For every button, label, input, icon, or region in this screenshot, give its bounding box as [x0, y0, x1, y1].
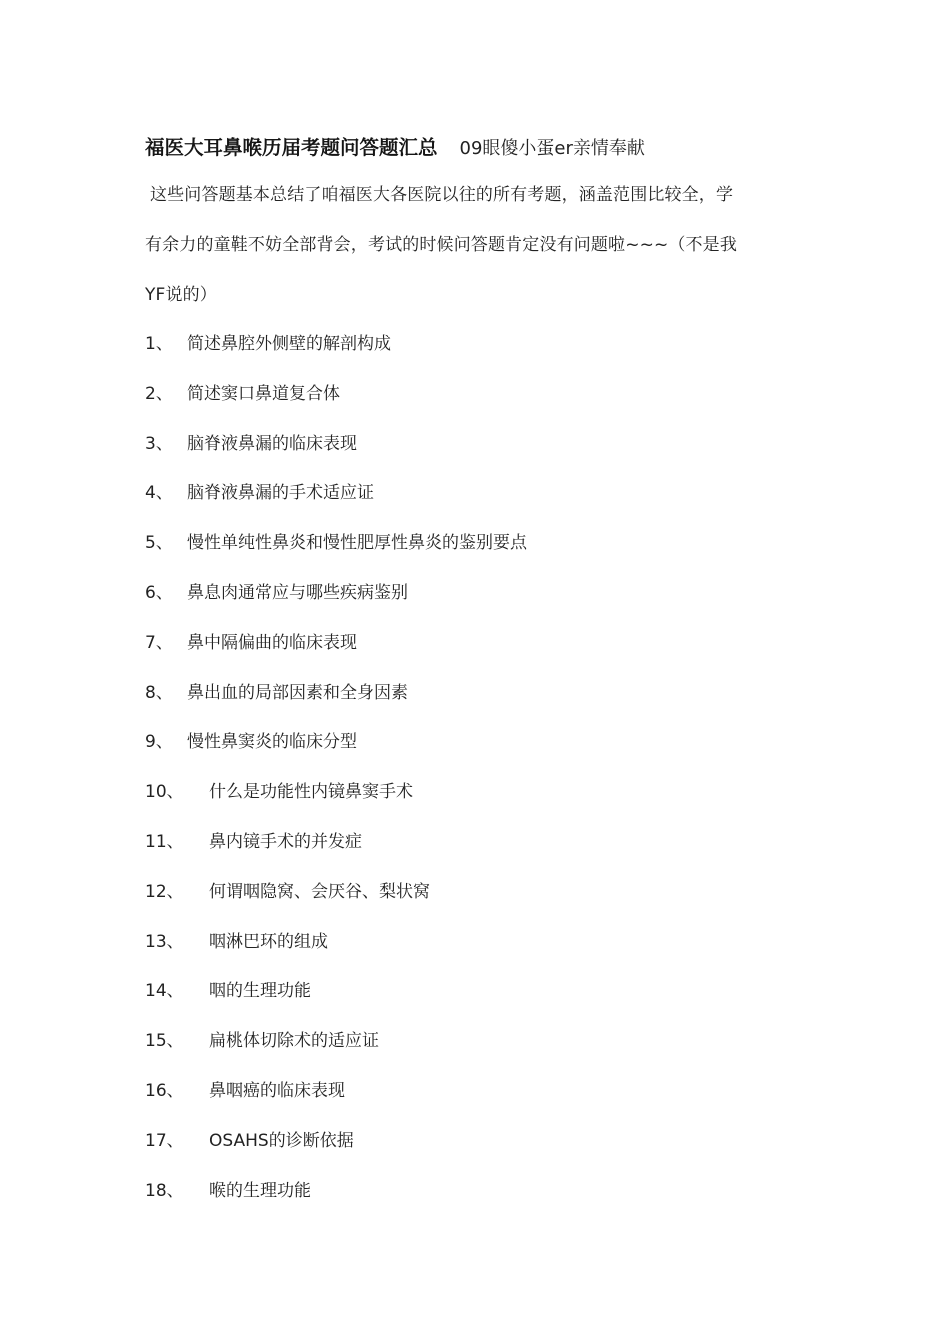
list-item-number: 14、 [145, 981, 184, 1002]
list-item [145, 469, 805, 519]
list-item-text: 咽的生理功能 [209, 981, 311, 1002]
list-item [145, 420, 805, 470]
question-list [145, 320, 805, 1216]
list-item [145, 868, 805, 918]
intro-line-3: YF说的） [145, 285, 217, 305]
list-item-number: 5、 [145, 533, 173, 554]
list-item-text: 脑脊液鼻漏的手术适应证 [187, 483, 374, 504]
list-item-text: 咽淋巴环的组成 [209, 931, 328, 952]
list-item-number: 6、 [145, 582, 173, 603]
list-item-number: 1、 [145, 334, 173, 354]
list-item-number: 17、 [145, 1130, 184, 1151]
list-item-text: 慢性单纯性鼻炎和慢性肥厚性鼻炎的鉴别要点 [187, 533, 527, 554]
list-item-number: 7、 [145, 632, 173, 653]
document-title [145, 128, 805, 168]
list-item-number: 8、 [145, 682, 173, 703]
list-item-number: 18、 [145, 1180, 184, 1201]
list-item [145, 818, 805, 868]
document-body [145, 128, 805, 1216]
list-item-text: OSAHS的诊断依据 [209, 1130, 354, 1151]
list-item-number: 15、 [145, 1031, 184, 1052]
list-item [145, 619, 805, 669]
list-item-text: 慢性鼻窦炎的临床分型 [187, 732, 357, 753]
list-item [145, 718, 805, 768]
list-item-text: 鼻内镜手术的并发症 [209, 831, 362, 852]
list-item [145, 519, 805, 569]
list-item-text: 什么是功能性内镜鼻窦手术 [209, 782, 413, 803]
list-item [145, 320, 805, 370]
list-item-text: 简述鼻腔外侧壁的解剖构成 [187, 334, 391, 354]
intro-paragraph [145, 170, 805, 320]
intro-line-1-text: 这些问答题基本总结了咱福医大各医院以往的所有考题，涵盖范围比较全，学 [150, 185, 734, 205]
list-item-text: 鼻息肉通常应与哪些疾病鉴别 [187, 582, 408, 603]
list-item-text: 何谓咽隐窝、会厌谷、梨状窝 [209, 881, 430, 902]
list-item-text: 鼻咽癌的临床表现 [209, 1080, 345, 1101]
list-item [145, 1017, 805, 1067]
list-item-number: 16、 [145, 1080, 184, 1101]
list-item-text: 脑脊液鼻漏的临床表现 [187, 433, 357, 454]
list-item [145, 1067, 805, 1117]
list-item-number: 10、 [145, 782, 184, 803]
list-item [145, 918, 805, 968]
intro-line-1 [145, 170, 805, 220]
list-item-text: 喉的生理功能 [209, 1180, 311, 1201]
list-item-text: 鼻出血的局部因素和全身因素 [187, 682, 408, 703]
title-main: 福医大耳鼻喉历届考题问答题汇总 [145, 136, 438, 159]
list-item [145, 768, 805, 818]
list-item-text: 简述窦口鼻道复合体 [187, 383, 340, 404]
list-item [145, 669, 805, 719]
intro-line-2: 有余力的童鞋不妨全部背会，考试的时候问答题肯定没有问题啦~~~（不是我 [145, 235, 737, 255]
list-item [145, 569, 805, 619]
list-item-number: 11、 [145, 831, 184, 852]
list-item [145, 1167, 805, 1217]
list-item [145, 1117, 805, 1167]
list-item-number: 4、 [145, 483, 173, 504]
list-item-text: 鼻中隔偏曲的临床表现 [187, 632, 357, 653]
list-item [145, 967, 805, 1017]
list-item-number: 9、 [145, 732, 173, 753]
list-item [145, 370, 805, 420]
list-item-number: 3、 [145, 433, 173, 454]
title-subtitle: 09眼傻小蛋er亲情奉献 [459, 138, 645, 159]
list-item-text: 扁桃体切除术的适应证 [209, 1031, 379, 1052]
list-item-number: 12、 [145, 881, 184, 902]
list-item-number: 2、 [145, 383, 173, 404]
list-item-number: 13、 [145, 931, 184, 952]
